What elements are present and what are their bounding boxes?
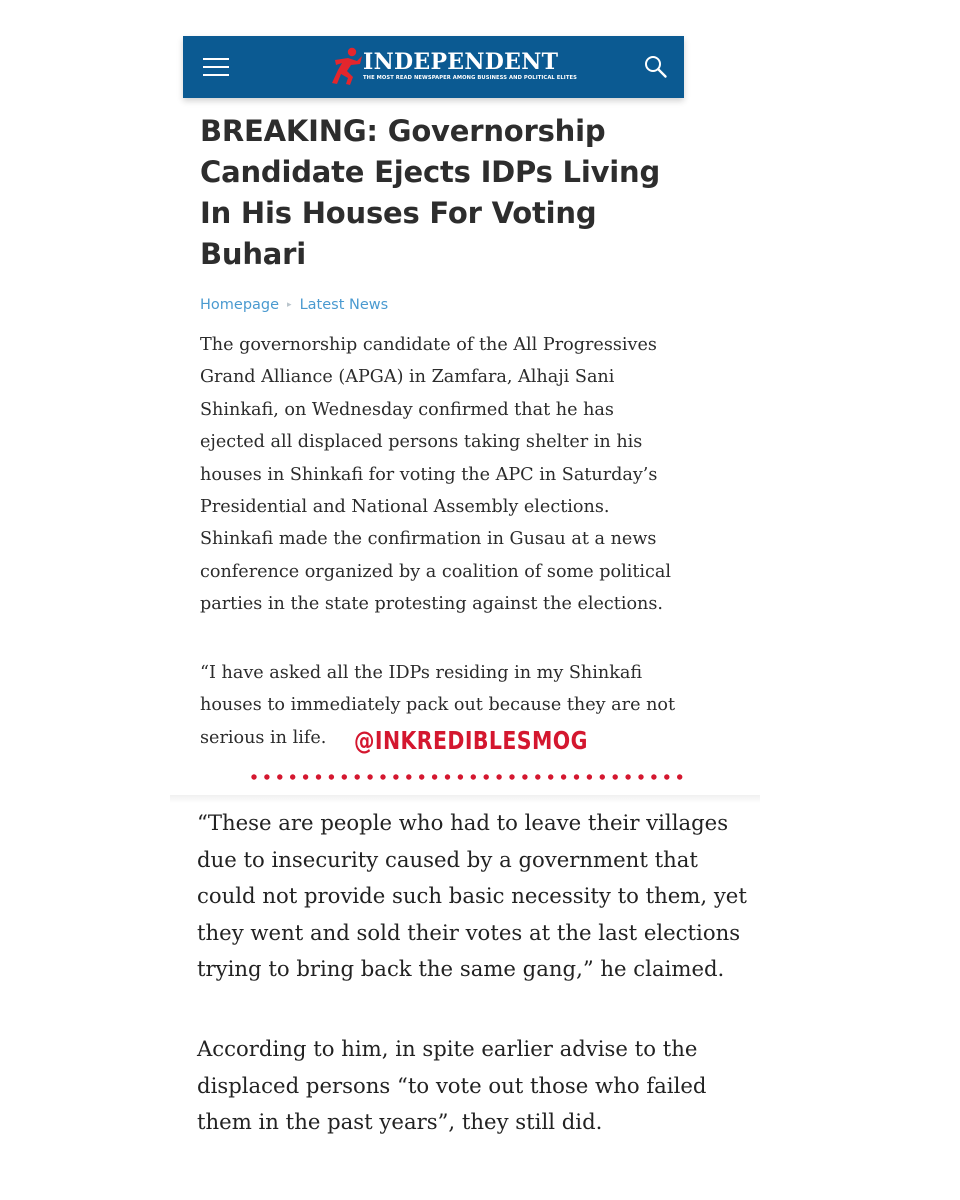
article-paragraph: “These are people who had to leave their villages due to insecurity caused by a government that could not provide such basic necessity to them, yet they went and sold their votes at the last elections trying to bring back the same gang,” he claimed. <box>197 810 747 981</box>
magnifier-search-icon[interactable] <box>643 54 669 80</box>
brand-name: INDEPENDENT <box>363 49 559 75</box>
breadcrumb-separator-icon: ▸ <box>287 300 292 310</box>
brand-tagline: THE MOST READ NEWSPAPER AMONG BUSINESS AND POLITICAL ELITES <box>363 75 577 81</box>
site-logo[interactable] <box>329 46 577 90</box>
article-paragraph: The governorship candidate of the All Progressives Grand Alliance (APGA) in Zamfara, Alhaji Sani Shinkafi, on Wednesday confirmed that he has ejected all displaced persons taking shelter in his houses in Shinkafi for voting the APC in Saturday’s Presidential and National Assembly elections. Shinkafi made the confirmation in Gusau at a news conference organized by a coalition of some political parties in the state protesting against the elections. <box>200 335 672 615</box>
screenshot-seam <box>170 795 760 803</box>
breadcrumb <box>200 297 388 313</box>
watermark-handle: @INKREDIBLESMOG <box>354 726 588 755</box>
breadcrumb-homepage-link[interactable]: Homepage <box>200 297 280 313</box>
breadcrumb-latest-news-link[interactable]: Latest News <box>299 297 389 313</box>
running-figure-logo-icon <box>329 46 363 86</box>
site-header <box>183 36 684 98</box>
article-paragraph: “I have asked all the IDPs residing in my Shinkafi houses to immediately pack out because they are not serious in life. <box>200 663 676 748</box>
article-headline: BREAKING: Governorship Candidate Ejects IDPs Living In His Houses For Voting Buhari <box>200 114 661 271</box>
article-paragraph: According to him, in spite earlier advise to the displaced persons “to vote out those who failed them in the past years”, they still did. <box>197 1036 707 1134</box>
hamburger-menu-icon[interactable] <box>203 56 229 78</box>
dotted-divider <box>249 772 689 782</box>
